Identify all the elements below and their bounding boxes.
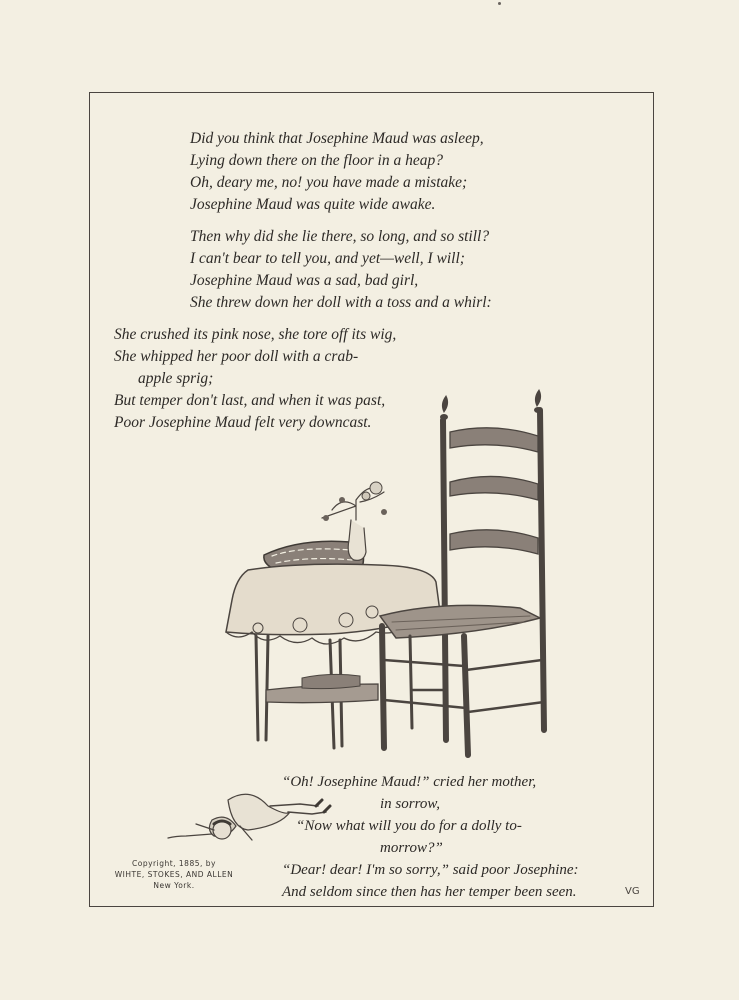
copyright-line-2: WIHTE, STOKES, AND ALLEN	[114, 870, 234, 879]
artist-monogram: VG	[625, 886, 640, 897]
stanza-4-line-6: And seldom since then has her temper been seen.	[282, 884, 577, 900]
stanza-4-line-2: in sorrow,	[380, 796, 441, 812]
stanza-3-line-2: She whipped her poor doll with a crab-	[114, 348, 359, 365]
stanza-3-line-3: apple sprig;	[138, 370, 214, 387]
stanza-1-line-2: Lying down there on the floor in a heap?	[190, 152, 443, 169]
stanza-2-line-2: I can't bear to tell you, and yet—well, I will;	[190, 250, 465, 267]
stanza-4-line-3: “Now what will you do for a dolly to-	[296, 818, 522, 834]
stanza-2-line-4: She threw down her doll with a toss and a whirl:	[190, 294, 492, 311]
stanza-2-line-3: Josephine Maud was a sad, bad girl,	[190, 272, 419, 289]
stanza-2-line-1: Then why did she lie there, so long, and so still?	[190, 228, 490, 245]
stanza-3-line-1: She crushed its pink nose, she tore off its wig,	[114, 326, 397, 343]
stanza-4-line-1: “Oh! Josephine Maud!” cried her mother,	[282, 774, 537, 790]
copyright-line-1: Copyright, 1885, by	[132, 859, 216, 868]
copyright-notice	[104, 858, 244, 891]
stanza-1-line-3: Oh, deary me, no! you have made a mistake;	[190, 174, 468, 191]
stanza-4	[282, 771, 579, 903]
stanza-4-line-4: morrow?”	[380, 840, 443, 856]
copyright-line-3: New York.	[153, 881, 195, 890]
stanza-3-line-4: But temper don't last, and when it was past,	[114, 392, 386, 409]
stanza-1-line-4: Josephine Maud was quite wide awake.	[190, 196, 436, 213]
stanza-4-line-5: “Dear! dear! I'm so sorry,” said poor Josephine:	[282, 862, 579, 878]
stanza-3-line-5: Poor Josephine Maud felt very downcast.	[114, 414, 372, 431]
stanza-1-line-1: Did you think that Josephine Maud was asleep,	[190, 130, 484, 147]
